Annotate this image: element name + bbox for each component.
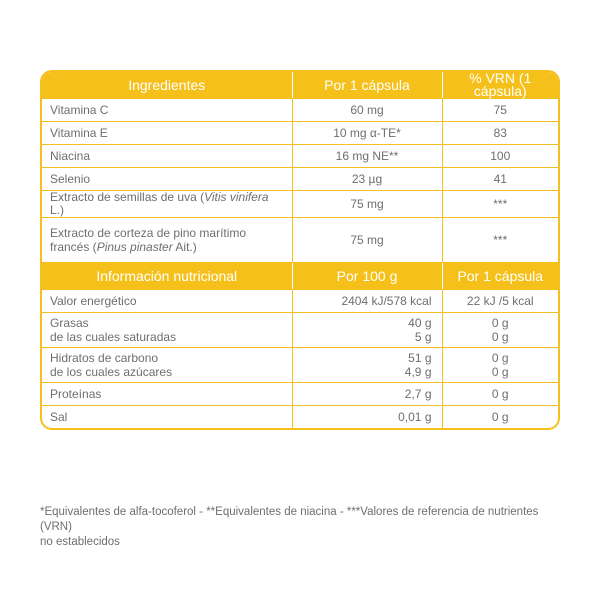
ingredient-amount: 10 mg α-TE* [292, 122, 442, 145]
name-line2: de las cuales saturadas [50, 330, 177, 344]
ingredients-header-row [42, 72, 558, 99]
ingredient-name [42, 191, 292, 218]
nutrient-per100: 2,7 g [292, 383, 442, 406]
ingredient-name: Vitamina E [42, 122, 292, 145]
value-line1: 40 g [408, 316, 432, 330]
value-line1: 0 g [491, 316, 509, 330]
footnote-line2: no establecidos [40, 536, 120, 548]
nutrition-table [42, 72, 558, 428]
ingredient-name: Vitamina C [42, 99, 292, 122]
name-line1: Hidratos de carbono [50, 351, 159, 365]
value-line2: 0 g [491, 330, 509, 344]
nutrient-name: Proteínas [42, 383, 292, 406]
name-prefix: francés ( [50, 240, 97, 254]
per-100g-header: Por 100 g [292, 263, 442, 290]
value-line1: 0 g [491, 351, 509, 365]
name-line2: de los cuales azúcares [50, 365, 173, 379]
nutrition-header: Información nutricional [42, 263, 292, 290]
table-row [42, 313, 558, 348]
nutrient-name: Sal [42, 406, 292, 429]
nutrient-per100: 2404 kJ/578 kcal [292, 290, 442, 313]
nutrient-per100 [292, 348, 442, 383]
nutrient-percap: 0 g [442, 383, 558, 406]
name-prefix: Extracto de semillas de uva ( [50, 190, 205, 204]
nutrient-percap [442, 313, 558, 348]
ingredient-amount: 75 mg [292, 191, 442, 218]
nutrition-facts-panel [40, 70, 560, 430]
nutrient-name [42, 348, 292, 383]
per-capsule-header: Por 1 cápsula [292, 72, 442, 99]
nutrient-percap: 0 g [491, 409, 509, 424]
table-row [42, 290, 558, 313]
ingredients-header: Ingredientes [42, 72, 292, 99]
table-row [42, 218, 558, 263]
ingredient-vrn: *** [442, 218, 558, 263]
table-row [42, 168, 558, 191]
ingredient-vrn: *** [442, 191, 558, 218]
table-row [42, 406, 558, 429]
ingredient-amount: 16 mg NE** [292, 145, 442, 168]
nutrient-name [42, 313, 292, 348]
ingredient-vrn: 41 [442, 168, 558, 191]
vrn-header: % VRN (1 cápsula) [442, 72, 558, 99]
per-capsule-header: Por 1 cápsula [442, 263, 558, 290]
table-row [42, 383, 558, 406]
ingredient-vrn: 83 [442, 122, 558, 145]
table-row [42, 122, 558, 145]
table-row [42, 191, 558, 218]
ingredient-amount: 60 mg [292, 99, 442, 122]
name-line1: Extracto de corteza de pino marítimo [50, 226, 247, 240]
name-line1: Grasas [50, 316, 89, 330]
table-row [42, 145, 558, 168]
latin-name: Vitis vinifera [204, 190, 269, 204]
nutrient-percap: 22 kJ /5 kcal [442, 290, 558, 313]
ingredient-name [42, 218, 292, 263]
nutrient-per100 [292, 313, 442, 348]
ingredient-name: Niacina [42, 145, 292, 168]
nutrition-header-row [42, 263, 558, 290]
footnote-line1: *Equivalentes de alfa-tocoferol - **Equivalentes de niacina - ***Valores de referencia de nutrientes (VRN) [40, 506, 539, 533]
value-line2: 5 g [414, 330, 432, 344]
name-suffix: Ait.) [172, 240, 197, 254]
value-line2: 0 g [491, 365, 509, 379]
ingredient-vrn: 75 [442, 99, 558, 122]
nutrient-name: Valor energético [42, 290, 292, 313]
value-line2: 4,9 g [404, 365, 432, 379]
ingredient-amount: 23 µg [292, 168, 442, 191]
latin-name: Pinus pinaster [96, 240, 173, 254]
nutrient-per100: 0,01 g [292, 406, 442, 429]
nutrient-percap [442, 348, 558, 383]
value-line1: 51 g [408, 351, 432, 365]
table-row [42, 348, 558, 383]
ingredient-vrn: 100 [442, 145, 558, 168]
ingredient-amount: 75 mg [292, 218, 442, 263]
name-suffix: L.) [50, 203, 65, 217]
ingredient-name: Selenio [42, 168, 292, 191]
footnote [40, 505, 570, 550]
table-row [42, 99, 558, 122]
